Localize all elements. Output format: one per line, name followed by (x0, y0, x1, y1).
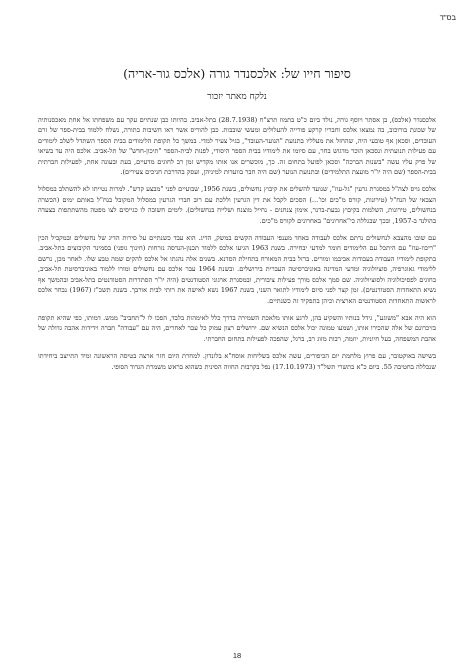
page-number: 18 (232, 651, 242, 660)
paragraph-1: אלכסנדר (אלכס), בן אסתר ויוסף גורה, נולד ביום כ"ט בתמוז תרצ"ח (28.7.1938) בתל-אביב. בהיותו כבן שנתיים עקר עם משפחתו אל אחת מאכסנותיה של שכונת בורוכוב, בה נמצאו אלכס וחבריו קרקע פורייה להעלולים ומעשי שובבות. כבן להוריס אשר ראו חשיבות בתורה, נשלח ללמוד בבית-ספר של זרם העובדים, וסכאן אף טובעי היה, שהחזל את מעלליו בתנועת "הנוער-העובד", בגיל צעיר למדי. במשך כל תקופת הלימודים בבית הספר השתדל לשלב לימודים עם פעילות תנועתית ונסכאן הוכר מדגוש בחר, עם סיומו את לימודיו בבית הספר היסודי, לפנות לבית-הספר "תיכון-חדש" של תל-אביב. אלכס היה עד בשיאו של פרק עליו עשה "בשנות הברכה" וסכאן לפועל בתחום זה. כך, מוכשרים אנו אותו מקדיש זמן רב לחוגים מדעיים, בעת ובעונה אחת, לפעילות חברתית בבית-הספר (שם היה יו"ר מועצת התלמידים) ובתנועת הנוער (שם היה חבר בוועדות למיניהן, ועסק בהדרכת חניכים צעירים). (38, 116, 437, 177)
paragraph-4: הוא היה אבא "משוגע", גידל בנותיו והשקיע בהן, לרגע אותו מלאכת השמירה בדרך כלל לאימהות בלבד, הפכו לו ל"תחביב" ממש. דמותו, כפי שהיא תקופה בזיכרונם של אלה שהכירו אותו, ושמעו טמונה יכול אלכס הנשיא שם. ירושלים רצון עמוק כל עבר לאחרים, היה עם "עבודה" חברה וידידות אהבה גדולה של אהבת המשפחה, בעל חיוניות, יוזמה, רבות מזוג רב, ברגל, שהפכה לפעילות בתחום החברתי. (38, 313, 436, 343)
paragraph-5: בשישה באוקטובר, עם פרוץ מלחמת יום הכיפורים, עשה אלכס בשליחות אוסח"א בלונדון. למחרת היום חזר ארצה בטיסה הראשונה ומיד התייצב ביחידתו שנכללה בחטיבה 55. ביום כ"א בתשרי תשל"ד (17.10.1973) נפל בקרבות החווה הסינית כשהוא בראש משמרת הגדוד הסופי. (38, 352, 436, 371)
paragraph-2: אלכס גויס לצה"ל במסגרת גרעין "גל-עוז", שנועד להשלים את קיבוץ נחשולים, בשנת 1956, שבועיים לפני "מבצע קדש". למרות נטייתו לא להשתלב במסלול הצבאי של הנח"ל (טירונות, קורס מ"כים וכו'...) הסכים לקבל את דין הגרעין וללכת עם רוב חברי הגרעין במסלול המקובל בנח"ל באותם ימים (הכשרה בנחשולים, טירונות, השלמות בקיבוץ גבעת-ברנר, אימון צנחנים - נחייל מוצנח ושלייח בנחשולים). לימים חשובה לו כגייסים לצו מפטה מהשתתפות בצעדה בהולנד ב-1957, ובכך שבגללה כי"אחרונים" באחרונים לקורס מ"כים. (38, 185, 437, 225)
paragraph-3: עם שובו מהצבא לנחשולים נרתם אלכס לעבודה באחד מענפי העבודה הקשים במשק, הדיג. הוא עבד כשנתיים על סירות הדיג של נחשולים ובמקביל הכין "ריכוז-עוז" עם היתכל עם הלימודים חומר למדעי יבחירה. בשנת 1963 הגיעו אלכס ללמוד תכנון-הנדסה נזרחות (חינוך גופני) בסמינר הקיבוצים בתל-אביב. בתקופת לימודיו העבודה בעבודות אביבמו ומורים. ברזל בבית המאורח בתחילת הסדנא. בשנים אלה נהגתו אל אלכס להקים שמה טבע שלו. לאחר מכן, נרשם ללימודי גאוגרפיה, סוציולוגיה ומדעי המדינה באוניברסיטה העברית בירושלים. ובשנת 1964 עבר אלכס עם נחשולים ומורו ללמוד באוניברסיטת תל-אביב, בחוגים לפסיכולוגיה ולסוציולוגיה. שם סמך אלכס מורך פעילות ציבורית, ובמסגרת ארגוני הסטודנטים (היה יו"ר הסתדרות הסטודנטים בתל-אביב ובהמשך אף נשיא התאחדות הסטודנטים). זמן קצר לפני סיום לימודיו לתואר השני, בשנת 1967 נשא לאישה את רותי לבית אורבך. בשנת תשכ"ז (1967) נבחר אלכס לראשות התאחדות הסטודנטים הארצית וכיהן בתפקיד זה כשנתיים. (38, 234, 437, 305)
page-subtitle: נלקח מאתר יזכור (207, 92, 267, 102)
page-title: סיפור חייו של: אלכסנדר גורה (אלכס גור-אריה) (123, 66, 351, 81)
header-bsd: בס"ד (439, 13, 456, 22)
